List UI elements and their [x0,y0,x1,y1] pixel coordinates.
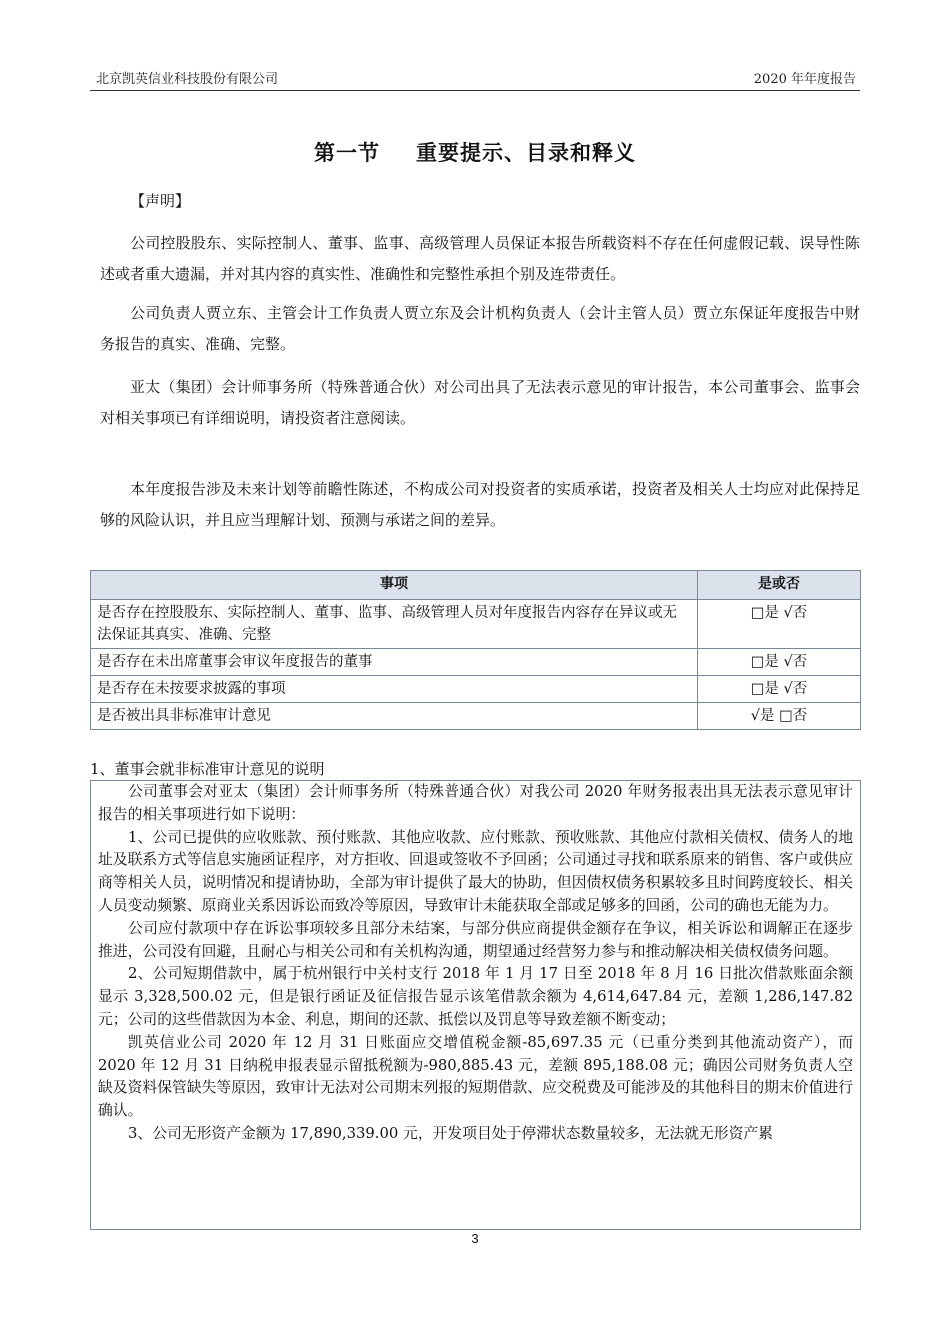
items-table [90,570,861,730]
section-1-heading: 1、董事会就非标准审计意见的说明 [90,760,325,778]
table-row [91,703,861,730]
explanation-paragraph: 凯英信业公司 2020 年 12 月 31 日账面应交增值税金额-85,697.35 元（已重分类到其他流动资产），而 2020 年 12 月 31 日纳税申报表显示留抵税额为-980,885.43 元，差额 895,188.08 元；确因公司财务负责人空缺及资料保管缺失等原因，致审计无法对公司期末列报的短期借款、应交税费及可能涉及的其他科目的期末价值进行确认。 [98,1033,853,1120]
header-report: 2020 年年度报告 [753,72,856,87]
explanation-box [90,780,861,1230]
paragraph-forward-looking: 本年度报告涉及未来计划等前瞻性陈述，不构成公司对投资者的实质承诺，投资者及相关人士均应对此保持足够的风险认识，并且应当理解计划、预测与承诺之间的差异。 [100,480,860,529]
row-answer: □是 √否 [698,600,861,649]
row-item: 是否被出具非标准审计意见 [91,703,698,730]
row-item: 是否存在控股股东、实际控制人、董事、监事、高级管理人员对年度报告内容存在异议或无法保证其真实、准确、完整 [91,600,698,649]
paragraph-guarantee: 公司控股股东、实际控制人、董事、监事、高级管理人员保证本报告所载资料不存在任何虚假记载、误导性陈述或者重大遗漏，并对其内容的真实性、准确性和完整性承担个别及连带责任。 [100,234,860,283]
header-answer: 是或否 [698,571,861,600]
explanation-paragraph: 1、公司已提供的应收账款、预付账款、其他应收款、应付账款、预收账款、其他应付款相关债权、债务人的地址及联系方式等信息实施函证程序，对方拒收、回退或签收不予回函；公司通过寻找和联系原来的销售、客户或供应商等相关人员，说明情况和提请协助，全部为审计提供了最大的协助，但因债权债务积累较多且时间跨度较长、相关人员变动频繁、原商业关系因诉讼而致冷等原因，导致审计未能获取全部或足够多的回函，公司的确也无能为力。 [98,828,853,914]
row-answer: □是 √否 [698,649,861,676]
explanation-paragraph: 公司应付款项中存在诉讼事项较多且部分未结案，与部分供应商提供金额存在争议，相关诉讼和调解正在逐步推进，公司没有回避，且耐心与相关公司和有关机构沟通，期望通过经营努力参与和推动解决相关债权债务问题。 [98,919,853,960]
explanation-paragraph: 3、公司无形资产金额为 17,890,339.00 元，开发项目处于停滞状态数量较多，无法就无形资产累 [128,1124,773,1142]
header-item: 事项 [91,571,698,600]
header-company: 北京凯英信业科技股份有限公司 [96,72,279,87]
explanation-paragraph: 2、公司短期借款中，属于杭州银行中关村支行 2018 年 1 月 17 日至 2018 年 8 月 16 日批次借款账面余额显示 3,328,500.02 元，但是银行函证及征信报告显示该笔借款余额为 4,614,647.84 元，差额 1,286,147.82 元；公司的这些借款因为本金、利息，期间的还款、抵偿以及罚息等导致差额不断变动； [98,965,853,1028]
table-row [91,676,861,703]
paragraph-responsible: 公司负责人贾立东、主管会计工作负责人贾立东及会计机构负责人（会计主管人员）贾立东保证年度报告中财务报告的真实、准确、完整。 [100,304,860,353]
row-answer: √是 □否 [698,703,861,730]
table-header-row [91,571,861,600]
page-header [90,66,860,91]
explanation-paragraph: 公司董事会对亚太（集团）会计师事务所（特殊普通合伙）对我公司 2020 年财务报表出具无法表示意见审计报告的相关事项进行如下说明： [98,783,853,823]
page-number: 3 [471,1231,479,1246]
paragraph-audit: 亚太（集团）会计师事务所（特殊普通合伙）对公司出具了无法表示意见的审计报告，本公司董事会、监事会对相关事项已有详细说明，请投资者注意阅读。 [100,378,860,427]
section-name: 重要提示、目录和释义 [416,141,636,165]
row-item: 是否存在未出席董事会审议年度报告的董事 [91,649,698,676]
table-row [91,600,861,649]
section-number: 第一节 [314,141,380,165]
declaration-label: 【声明】 [130,192,191,210]
row-answer: □是 √否 [698,676,861,703]
section-title [0,137,950,167]
table-row [91,649,861,676]
row-item: 是否存在未按要求披露的事项 [91,676,698,703]
